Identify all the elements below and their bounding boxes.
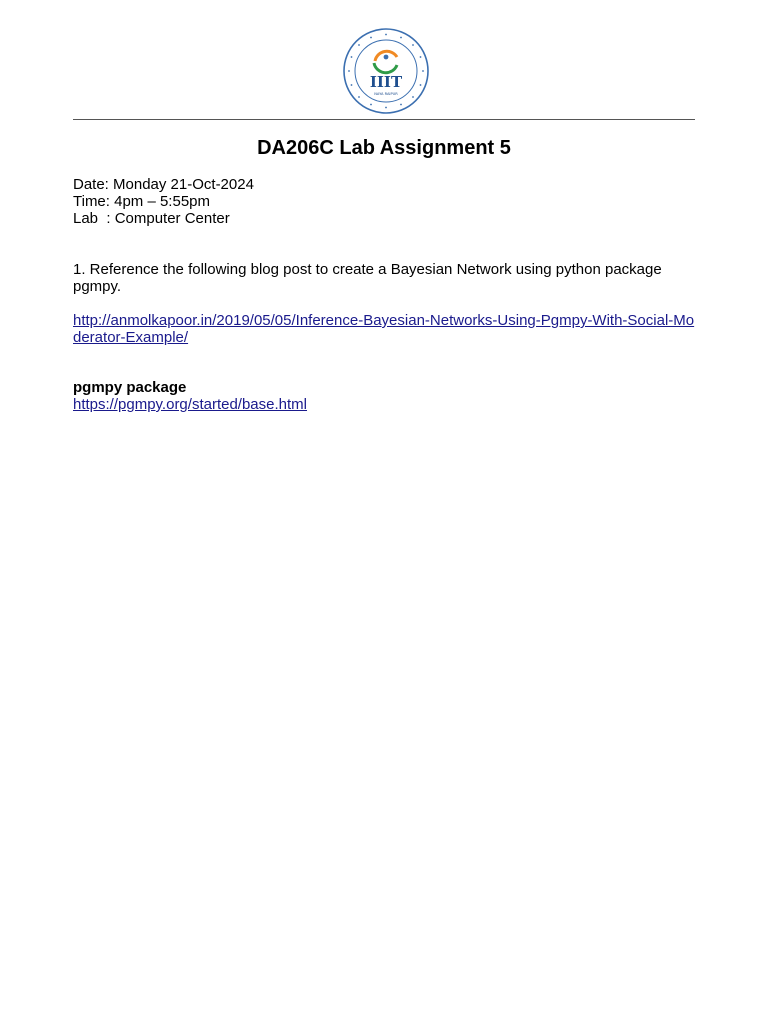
- logo-text-sub: NAYA RAIPUR: [374, 92, 398, 96]
- document-title: DA206C Lab Assignment 5: [257, 137, 511, 159]
- header-divider: [73, 119, 695, 120]
- assignment-meta: [73, 176, 698, 227]
- institute-emblem-icon: [339, 27, 433, 115]
- blog-link-block: [73, 312, 698, 346]
- package-docs-link[interactable]: https://pgmpy.org/started/base.html: [73, 396, 308, 413]
- meta-lab: Lab : Computer Center: [73, 210, 230, 227]
- institute-logo: [339, 27, 433, 115]
- package-section: [73, 379, 698, 413]
- package-heading: pgmpy package: [73, 379, 187, 396]
- task-instruction: 1. Reference the following blog post to create a Bayesian Network using python package pgmpy.: [73, 261, 662, 295]
- meta-date: Date: Monday 21-Oct-2024: [73, 176, 254, 193]
- logo-text-main: IIIT: [369, 73, 403, 91]
- meta-time: Time: 4pm – 5:55pm: [73, 193, 210, 210]
- blog-post-link[interactable]: http://anmolkapoor.in/2019/05/05/Inference-Bayesian-Networks-Using-Pgmpy-With-Social-Moderator-Example/: [73, 312, 695, 346]
